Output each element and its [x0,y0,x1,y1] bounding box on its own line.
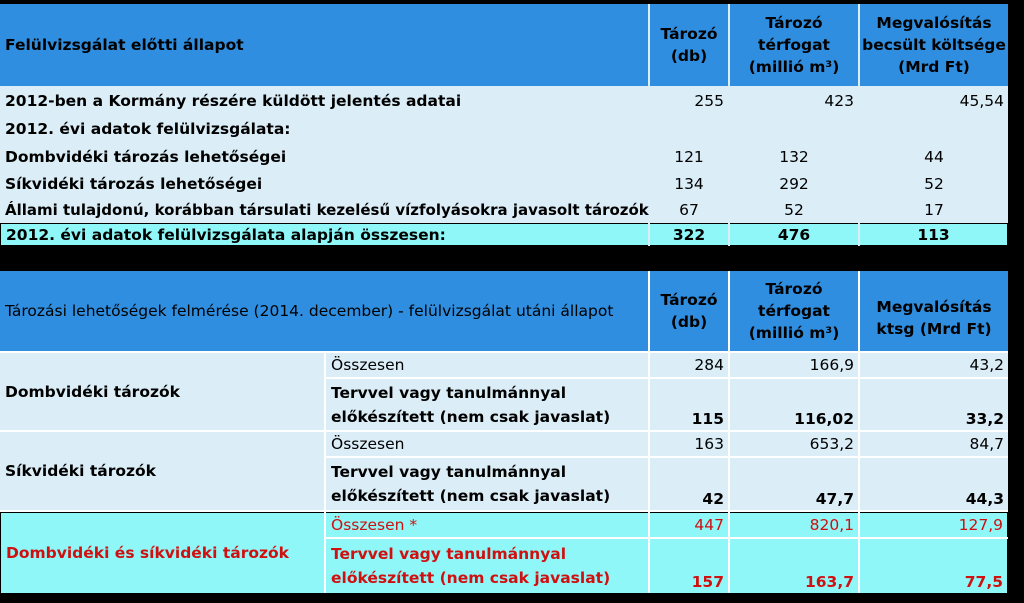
table2-planned-label [326,379,648,430]
table1-header-cost [860,4,1008,86]
table2-col3-line1: Megvalósítás [876,298,992,316]
table1-row-label [0,144,648,169]
table2-value [730,379,858,430]
table2-value [860,432,1008,456]
table2-total-label [326,512,648,537]
table2-value [650,512,728,537]
table2-total-label [326,353,648,377]
table2-group0-planned-v2: 116,02 [794,410,854,428]
table1-row4-v3: 17 [924,201,944,219]
table1-col2-line3: (millió m³) [748,58,840,76]
table2-group0-planned-line1: Tervvel vagy tanulmánnyal [331,383,567,402]
table1-row-label [0,198,648,222]
table1-row4-v1: 67 [679,201,699,219]
table1-row-value [730,171,858,196]
table1-row2-v2: 132 [779,147,809,166]
table2-value [730,353,858,377]
table1-row-empty [326,116,648,142]
table1-row0-v2: 423 [824,92,854,110]
table1-col3-line2: becsült költsége [862,36,1006,54]
table1-row0-v1: 255 [694,92,724,110]
table2-value [860,539,1008,593]
table1-row-value [730,144,858,169]
table2-group1-planned-line2: előkészített (nem csak javaslat) [331,487,611,505]
table1-row-value [860,171,1008,196]
table2-value [650,379,728,430]
table2-group-label [0,432,324,510]
table2-group-label [0,353,324,430]
table2-value [650,353,728,377]
table1-row-value [730,116,858,142]
table1-row4-v2: 52 [784,201,804,219]
table1-row-value [860,116,1008,142]
table2-header-volume [730,271,858,351]
table1-row-value [650,198,728,222]
table1-total-value [730,223,858,246]
table2-total-label [326,432,648,456]
table1-header-label [0,4,648,86]
table1-row3-v1: 134 [674,174,704,193]
table2-planned-label [326,539,648,593]
table1-col1-line2: (db) [670,47,708,65]
table2-group1-planned-v2: 47,7 [815,490,854,508]
table2-group2-total-label: Összesen * [331,516,418,534]
table2-group1-total-label: Összesen [331,435,405,453]
table2-group1-planned-v1: 42 [702,490,724,508]
table2-col1-line1: Tározó [660,291,718,309]
table2-group2-label: Dombvidéki és síkvidéki tározók [6,544,289,562]
table1-col1-line1: Tározó [660,25,718,43]
table1-row5-label: 2012. évi adatok felülvizsgálata alapján összesen: [6,225,446,244]
table1-row3-label: Síkvidéki tározás lehetőségei [5,174,263,193]
table2-group0-label: Dombvidéki tározók [5,382,180,401]
table2-value [730,539,858,593]
table2-header-count [650,271,728,351]
table2-value [730,458,858,510]
table2-planned-label [326,458,648,510]
table1-row3-v3: 52 [924,174,944,193]
table1-row-value [860,88,1008,114]
table2-value [730,512,858,537]
table1-row4-label: Állami tulajdonú, korábban társulati kezelésű vízfolyásokra javasolt tározók [5,201,649,219]
table1-row5-v3: 113 [917,225,950,244]
table1-row2-v1: 121 [674,147,704,166]
table2-group0-total-label: Összesen [331,356,405,374]
table2-group2-total-v2: 820,1 [809,516,854,534]
table1-total-label [0,223,648,246]
table1-row1-label: 2012. évi adatok felülvizsgálata: [5,120,291,138]
table2-header-label [0,271,648,351]
table1-row-label [0,88,648,114]
table2-header-label-text: Tározási lehetőségek felmérése (2014. december) - felülvizsgálat utáni állapot [5,302,614,320]
table2-value [650,539,728,593]
table2-group1-total-v1: 163 [694,435,724,453]
table2-value [860,353,1008,377]
table1-row-value [650,171,728,196]
table2-col1-line2: (db) [670,313,708,331]
table2-value [650,458,728,510]
table2-group1-planned-v3: 44,3 [965,490,1004,508]
table1-total-value [860,223,1008,246]
table2-col2-line2: térfogat [758,302,830,320]
table1-row-value [730,198,858,222]
table1-header-label-text: Felülvizsgálat előtti állapot [5,36,244,54]
table2-col2-line3: (millió m³) [748,324,840,342]
table-after-review [0,271,1008,593]
table1-header-count [650,4,728,86]
table2-group2-planned-v1: 157 [691,573,724,591]
table2-group1-label: Síkvidéki tározók [5,462,156,480]
table1-row-label [0,116,324,142]
table1-row-value [730,88,858,114]
table2-group0-total-v3: 43,2 [969,356,1004,374]
table2-group0-planned-v1: 115 [691,410,724,428]
table1-row-value [650,116,728,142]
table1-row3-v2: 292 [779,174,809,193]
table2-group-label [0,512,324,593]
table2-group2-planned-line1: Tervvel vagy tanulmánnyal [331,545,567,563]
table1-row5-v2: 476 [777,225,811,244]
table1-row5-v1: 322 [672,225,706,244]
table1-row-value [650,88,728,114]
table1-col3-line1: Megvalósítás [876,14,992,32]
table1-row0-label: 2012-ben a Kormány részére küldött jelentés adatai [5,92,462,110]
table2-group2-total-v3: 127,9 [958,516,1003,534]
table1-row2-v3: 44 [924,147,944,166]
table2-group0-planned-v3: 33,2 [965,410,1004,428]
table2-group2-planned-v3: 77,5 [964,573,1003,591]
table1-row-label [0,171,648,196]
table2-group0-planned-line2: előkészített (nem csak javaslat) [331,407,611,426]
table1-row-value [650,144,728,169]
table2-value [860,379,1008,430]
table2-value [860,512,1008,537]
table-before-review [0,4,1008,246]
table1-row0-v3: 45,54 [959,92,1004,110]
table2-header-cost [860,271,1008,351]
table2-group1-total-v2: 653,2 [809,435,854,453]
table1-header-volume [730,4,858,86]
table1-row-value [860,144,1008,169]
table2-value [730,432,858,456]
table1-col3-line3: (Mrd Ft) [898,58,970,76]
table2-col2-line1: Tározó [765,280,823,298]
table1-row-value [860,198,1008,222]
table2-group2-planned-v2: 163,7 [804,573,854,591]
table2-group0-total-v1: 284 [694,356,724,374]
table2-group1-total-v3: 84,7 [969,435,1004,453]
table2-value [650,432,728,456]
table2-value [860,458,1008,510]
table1-row2-label: Dombvidéki tározás lehetőségei [5,147,287,166]
table2-group0-total-v2: 166,9 [809,356,854,374]
table2-col3-line2: ktsg (Mrd Ft) [876,320,992,338]
table1-col2-line1: Tározó [765,14,823,32]
table2-group2-total-v1: 447 [694,516,724,534]
table1-col2-line2: térfogat [758,36,830,54]
table2-group2-planned-line2: előkészített (nem csak javaslat) [331,569,611,587]
table1-total-value [650,223,728,246]
table2-group1-planned-line1: Tervvel vagy tanulmánnyal [331,463,567,481]
